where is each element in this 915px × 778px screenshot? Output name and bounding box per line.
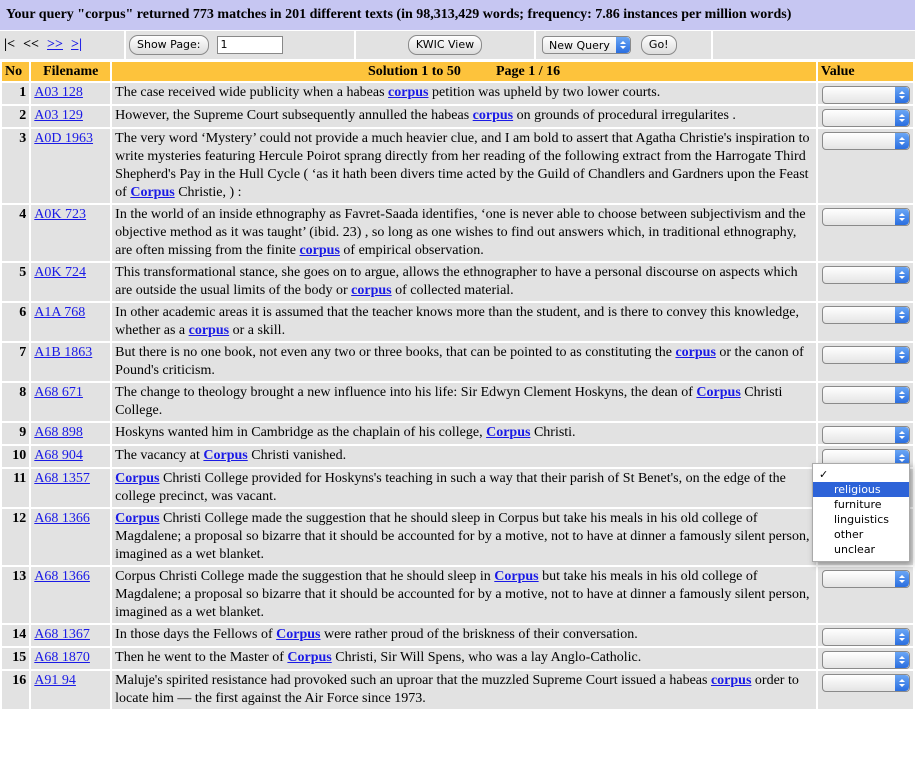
context-after: but take his meals in his old college of Magdalene; a proposal so bizarre that it should be accounted for by a motive, not to have at dinner a famously silent person, imagined as a wet blanket.	[115, 569, 810, 620]
filename-column-header: Filename	[31, 62, 110, 81]
dropdown-option-label: furniture	[834, 498, 882, 511]
solution-text	[112, 303, 816, 341]
row-number: 14	[2, 625, 29, 646]
context-before: The very word ‘Mystery’ could not provide a much heavier clue, and I am bold to assert that Agatha Christie's inspiration to write mysteries featuring Hercule Poirot sprang directly from her reading of the following extract from the Harrogate Third Shepherd's Pay in the Hull Cycle ( ‘as it hath been divers time acted by the Guild of Chandlers and Gardners upon the Feast of	[115, 131, 810, 200]
value-column-header: Value	[818, 62, 913, 81]
go-button[interactable]: Go!	[641, 35, 677, 55]
table-row	[2, 567, 913, 623]
filename-link[interactable]: A68 671	[34, 385, 83, 400]
select-arrows-icon	[895, 267, 909, 283]
select-arrows-icon	[895, 307, 909, 323]
solution-text	[112, 106, 816, 127]
value-select[interactable]	[822, 208, 910, 226]
filename-link[interactable]: A1B 1863	[34, 345, 93, 360]
value-select[interactable]	[822, 570, 910, 588]
context-before: Maluje's spirited resistance had provoked such an uproar that the muzzled Supreme Court issued a habeas	[115, 673, 711, 688]
context-after: order to locate him — the first against the Air Force since 1973.	[115, 673, 799, 706]
row-number: 1	[2, 83, 29, 104]
value-select[interactable]	[822, 426, 910, 444]
context-after: Christi College provided for Hoskyns's teaching in such a way that their parish of St Benet's, on the edge of the college precinct, was vacant.	[115, 471, 786, 504]
table-row	[2, 648, 913, 669]
filename-link[interactable]: A0K 724	[34, 265, 87, 280]
keyword-link[interactable]: Corpus	[276, 627, 321, 642]
context-before: In those days the Fellows of	[115, 627, 277, 642]
context-after: Christi, Sir Will Spens, who was a lay Anglo-Catholic.	[331, 650, 642, 665]
keyword-link[interactable]: Corpus	[115, 511, 160, 526]
solution-text	[112, 343, 816, 381]
filename-link[interactable]: A68 1366	[34, 511, 90, 526]
solution-text	[112, 469, 816, 507]
filename-link[interactable]: A03 128	[34, 85, 83, 100]
context-before: This transformational stance, she goes on to argue, allows the ethnographer to have a personal discourse on aspects which are outside the usual limits of the body or	[115, 265, 798, 298]
show-page-group	[126, 31, 356, 59]
row-number: 3	[2, 129, 29, 203]
context-after: Christi College made the suggestion that he should sleep in Corpus but take his meals in his old college of Magdalene; a proposal so bizarre that it should be accounted for by a motive, not to have at dinner a famously silent person, imagined as a wet blanket.	[115, 511, 810, 562]
solution-column-header	[112, 62, 816, 81]
filename-link[interactable]: A03 129	[34, 108, 83, 123]
row-number: 2	[2, 106, 29, 127]
keyword-link[interactable]: Corpus	[287, 650, 332, 665]
table-row	[2, 625, 913, 646]
no-column-header: No	[2, 62, 29, 81]
pagination-nav	[0, 31, 126, 59]
solution-text	[112, 446, 816, 467]
keyword-link[interactable]: corpus	[188, 323, 230, 338]
value-select[interactable]	[822, 306, 910, 324]
row-number: 5	[2, 263, 29, 301]
keyword-link[interactable]: Corpus	[696, 385, 741, 400]
row-number: 6	[2, 303, 29, 341]
keyword-link[interactable]: corpus	[351, 283, 392, 298]
context-after: Christi College.	[115, 385, 783, 418]
row-number: 13	[2, 567, 29, 623]
value-select[interactable]	[822, 386, 910, 404]
filename-link[interactable]: A68 898	[34, 425, 83, 440]
filename-link[interactable]: A0K 723	[34, 207, 87, 222]
table-row	[2, 383, 913, 421]
select-arrows-icon	[895, 87, 909, 103]
table-row	[2, 205, 913, 261]
page-indicator: Page 1 / 16	[495, 63, 561, 79]
solution-text	[112, 263, 816, 301]
solution-text	[112, 423, 816, 444]
context-before: However, the Supreme Court subsequently annulled the habeas	[115, 108, 473, 123]
dropdown-option-label: religious	[834, 483, 881, 496]
show-page-button[interactable]: Show Page:	[129, 35, 209, 55]
dropdown-option[interactable]	[813, 542, 909, 557]
context-after: of empirical observation.	[339, 243, 484, 258]
table-row	[2, 106, 913, 127]
row-number: 16	[2, 671, 29, 709]
filename-link[interactable]: A68 904	[34, 448, 83, 463]
table-row	[2, 671, 913, 709]
context-before: Corpus Christi College made the suggestion that he should sleep in	[115, 569, 495, 584]
select-arrows-icon	[895, 110, 909, 126]
value-select[interactable]	[822, 109, 910, 127]
value-select[interactable]	[822, 628, 910, 646]
value-select[interactable]	[822, 651, 910, 669]
row-number: 4	[2, 205, 29, 261]
toolbar	[0, 30, 915, 60]
table-row	[2, 509, 913, 565]
table-row	[2, 263, 913, 301]
dropdown-option[interactable]	[813, 512, 909, 527]
context-after: were rather proud of the briskness of their conversation.	[320, 627, 638, 642]
row-number: 11	[2, 469, 29, 507]
keyword-link[interactable]: corpus	[675, 345, 716, 360]
select-arrows-icon	[895, 427, 909, 443]
keyword-link[interactable]: Corpus	[203, 448, 248, 463]
row-number: 7	[2, 343, 29, 381]
context-after: petition was upheld by two lower courts.	[428, 85, 661, 100]
select-arrows-icon	[895, 571, 909, 587]
value-select[interactable]	[822, 132, 910, 150]
filename-link[interactable]: A68 1366	[34, 569, 90, 584]
toolbar-spacer	[713, 31, 915, 59]
context-before: In other academic areas it is assumed that the teacher knows more than the student, and is there to convey this knowledge, whether as a	[115, 305, 799, 338]
context-before: But there is no one book, not even any two or three books, that can be pointed to as constituting the	[115, 345, 676, 360]
row-number: 10	[2, 446, 29, 467]
context-before: The case received wide publicity when a habeas	[115, 85, 389, 100]
context-before: Then he went to the Master of	[115, 650, 288, 665]
last-page-link[interactable]: >|	[71, 37, 83, 52]
context-before: In the world of an inside ethnography as Favret-Saada identifies, ‘one is never able to choose between subjectivism and the objective method as it was taught’ (ibid. 23) , so long as one wishes to find out answers which, in traditional ethnography, are often missing from the finite	[115, 207, 806, 258]
solution-text	[112, 383, 816, 421]
prev-page-link[interactable]: <<	[23, 37, 40, 52]
select-arrows-icon	[895, 629, 909, 645]
value-select[interactable]	[822, 266, 910, 284]
solution-text	[112, 83, 816, 104]
keyword-link[interactable]: Corpus	[115, 471, 160, 486]
kwic-view-button[interactable]: KWIC View	[408, 35, 482, 55]
filename-link[interactable]: A91 94	[34, 673, 76, 688]
keyword-link[interactable]: Corpus	[494, 569, 539, 584]
keyword-link[interactable]: corpus	[472, 108, 514, 123]
value-select[interactable]	[822, 346, 910, 364]
next-page-link[interactable]: >>	[47, 37, 63, 52]
row-number: 15	[2, 648, 29, 669]
select-arrows-icon	[895, 347, 909, 363]
dropdown-option[interactable]	[813, 497, 909, 512]
solution-text	[112, 129, 816, 203]
select-arrows-icon	[895, 675, 909, 691]
solution-text	[112, 567, 816, 623]
solution-range: Solution 1 to 50	[367, 63, 461, 79]
solution-text	[112, 625, 816, 646]
context-before: Hoskyns wanted him in Cambridge as the chaplain of his college,	[115, 425, 487, 440]
table-row	[2, 83, 913, 104]
value-select[interactable]	[822, 86, 910, 104]
dropdown-option-label: other	[834, 528, 864, 541]
context-after: Christi vanished.	[247, 448, 347, 463]
context-after: or the canon of Pound's criticism.	[115, 345, 804, 378]
value-select[interactable]	[822, 674, 910, 692]
dropdown-option-label: linguistics	[834, 513, 889, 526]
keyword-link[interactable]: corpus	[299, 243, 340, 258]
solution-text	[112, 648, 816, 669]
value-dropdown-menu[interactable]	[812, 463, 910, 562]
dropdown-option-blank[interactable]	[813, 467, 909, 482]
filename-link[interactable]: A68 1357	[34, 471, 90, 486]
keyword-link[interactable]: corpus	[388, 85, 429, 100]
results-table	[0, 60, 915, 711]
table-row	[2, 423, 913, 444]
solution-text	[112, 671, 816, 709]
table-row	[2, 343, 913, 381]
context-after: on grounds of procedural irregularites .	[513, 108, 736, 123]
page-number-input[interactable]: 1	[217, 36, 283, 54]
filename-link[interactable]: A0D 1963	[34, 131, 94, 146]
first-page-link[interactable]: |<	[4, 37, 16, 52]
row-number: 9	[2, 423, 29, 444]
new-query-group	[536, 31, 713, 59]
table-row	[2, 303, 913, 341]
context-after: Christi.	[530, 425, 576, 440]
context-before: The change to theology brought a new influence into his life: Sir Edwyn Clement Hoskyns, the dean of	[115, 385, 697, 400]
table-row	[2, 129, 913, 203]
row-number: 12	[2, 509, 29, 565]
keyword-link[interactable]: corpus	[710, 673, 752, 688]
dropdown-option[interactable]	[813, 527, 909, 542]
context-after: of collected material.	[391, 283, 514, 298]
row-number: 8	[2, 383, 29, 421]
query-summary: Your query "corpus" returned 773 matches in 201 different texts (in 98,313,429 words; frequency: 7.86 instances per million words)	[0, 0, 915, 30]
context-after: or a skill.	[229, 323, 286, 338]
select-arrows-icon	[895, 387, 909, 403]
filename-link[interactable]: A68 1367	[34, 627, 90, 642]
keyword-link[interactable]: Corpus	[130, 185, 175, 200]
select-arrows-icon	[895, 652, 909, 668]
filename-link[interactable]: A68 1870	[34, 650, 90, 665]
new-query-select[interactable]	[542, 36, 631, 54]
new-query-label: New Query	[549, 38, 610, 52]
table-row	[2, 469, 913, 507]
context-before: The vacancy at	[115, 448, 204, 463]
kwic-group	[356, 31, 536, 59]
table-row	[2, 446, 913, 467]
dropdown-option-label: unclear	[834, 543, 876, 556]
keyword-link[interactable]: Corpus	[486, 425, 531, 440]
checkmark-icon: ✓	[819, 468, 829, 481]
select-arrows-icon	[895, 133, 909, 149]
table-header-row	[2, 62, 913, 81]
solution-text	[112, 509, 816, 565]
context-after: Christie, ) :	[174, 185, 242, 200]
dropdown-option[interactable]	[813, 482, 909, 497]
select-arrows-icon	[616, 37, 630, 53]
filename-link[interactable]: A1A 768	[34, 305, 86, 320]
solution-text	[112, 205, 816, 261]
select-arrows-icon	[895, 209, 909, 225]
